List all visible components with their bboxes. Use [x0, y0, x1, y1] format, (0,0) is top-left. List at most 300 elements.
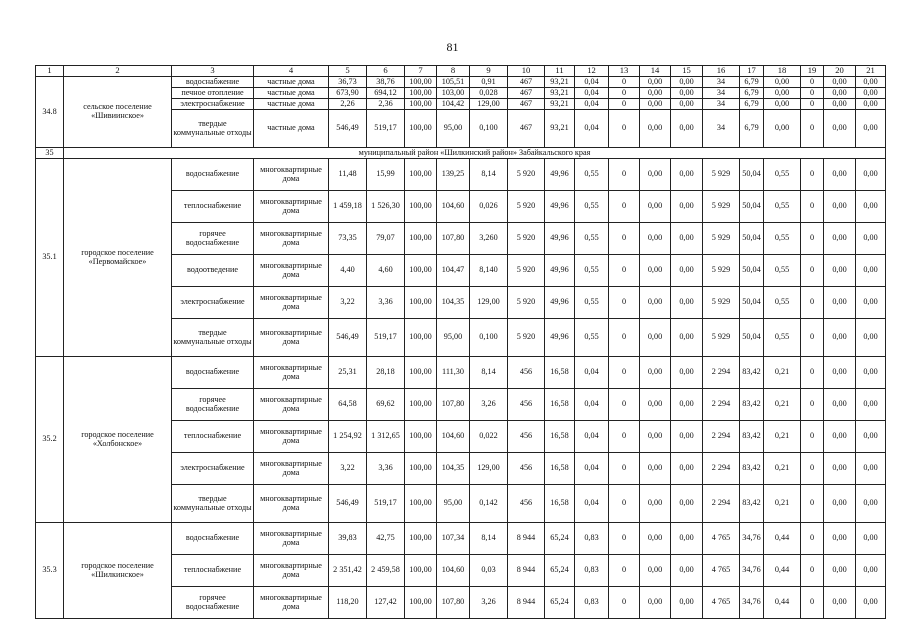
value-cell: 456: [508, 357, 545, 389]
value-cell: 0,04: [575, 357, 609, 389]
service-cell: теплоснабжение: [172, 421, 254, 453]
value-cell: 0,55: [764, 223, 801, 255]
value-cell: 0,00: [856, 453, 886, 485]
value-cell: 34,76: [740, 523, 764, 555]
value-cell: 0,21: [764, 357, 801, 389]
column-header: 9: [470, 66, 508, 77]
value-cell: 107,80: [437, 223, 470, 255]
value-cell: 0,00: [671, 255, 703, 287]
value-cell: 694,12: [367, 88, 405, 99]
column-header: 11: [545, 66, 575, 77]
value-cell: 83,42: [740, 421, 764, 453]
value-cell: 0,00: [856, 99, 886, 110]
value-cell: 5 920: [508, 255, 545, 287]
value-cell: 0,04: [575, 485, 609, 523]
housing-cell: многоквартирные дома: [254, 523, 329, 555]
value-cell: 100,00: [405, 319, 437, 357]
value-cell: 34,76: [740, 587, 764, 619]
value-cell: 519,17: [367, 485, 405, 523]
column-header: 8: [437, 66, 470, 77]
value-cell: 0,00: [824, 88, 856, 99]
housing-cell: многоквартирные дома: [254, 159, 329, 191]
value-cell: 0,04: [575, 110, 609, 148]
value-cell: 0,00: [764, 110, 801, 148]
value-cell: 0: [609, 77, 640, 88]
column-header: 10: [508, 66, 545, 77]
value-cell: 0,00: [671, 88, 703, 99]
value-cell: 95,00: [437, 110, 470, 148]
housing-cell: многоквартирные дома: [254, 357, 329, 389]
value-cell: 100,00: [405, 587, 437, 619]
value-cell: 3,22: [329, 287, 367, 319]
page-number: 81: [446, 40, 459, 54]
value-cell: 2 294: [703, 357, 740, 389]
value-cell: 0: [609, 287, 640, 319]
value-cell: 0: [801, 421, 824, 453]
value-cell: 0: [801, 587, 824, 619]
value-cell: 5 929: [703, 159, 740, 191]
value-cell: 0,00: [856, 319, 886, 357]
value-cell: 0,00: [640, 421, 671, 453]
value-cell: 467: [508, 77, 545, 88]
value-cell: 0,00: [856, 255, 886, 287]
value-cell: 0,00: [824, 485, 856, 523]
value-cell: 0,00: [824, 77, 856, 88]
value-cell: 0,00: [640, 99, 671, 110]
value-cell: 16,58: [545, 357, 575, 389]
column-header: 13: [609, 66, 640, 77]
value-cell: 0,55: [764, 191, 801, 223]
value-cell: 16,58: [545, 421, 575, 453]
value-cell: 8,14: [470, 357, 508, 389]
value-cell: 0: [609, 523, 640, 555]
value-cell: 0,00: [671, 287, 703, 319]
value-cell: 104,42: [437, 99, 470, 110]
value-cell: 0,00: [671, 319, 703, 357]
value-cell: 1 459,18: [329, 191, 367, 223]
value-cell: 34: [703, 110, 740, 148]
value-cell: 3,36: [367, 287, 405, 319]
housing-cell: многоквартирные дома: [254, 389, 329, 421]
service-cell: электроснабжение: [172, 99, 254, 110]
housing-cell: частные дома: [254, 110, 329, 148]
value-cell: 0,83: [575, 587, 609, 619]
value-cell: 50,04: [740, 255, 764, 287]
housing-cell: многоквартирные дома: [254, 453, 329, 485]
value-cell: 0,83: [575, 555, 609, 587]
value-cell: 0,00: [856, 159, 886, 191]
value-cell: 93,21: [545, 110, 575, 148]
value-cell: 0,21: [764, 389, 801, 421]
value-cell: 64,58: [329, 389, 367, 421]
value-cell: 467: [508, 99, 545, 110]
value-cell: 0,00: [856, 287, 886, 319]
value-cell: 4 765: [703, 587, 740, 619]
value-cell: 100,00: [405, 357, 437, 389]
value-cell: 0,00: [824, 191, 856, 223]
value-cell: 0,00: [671, 110, 703, 148]
value-cell: 0,100: [470, 110, 508, 148]
value-cell: 6,79: [740, 88, 764, 99]
value-cell: 0: [801, 453, 824, 485]
value-cell: 0,00: [824, 357, 856, 389]
value-cell: 0,00: [671, 357, 703, 389]
value-cell: 0,00: [856, 191, 886, 223]
value-cell: 4 765: [703, 555, 740, 587]
value-cell: 456: [508, 485, 545, 523]
value-cell: 65,24: [545, 555, 575, 587]
value-cell: 546,49: [329, 485, 367, 523]
value-cell: 42,75: [367, 523, 405, 555]
value-cell: 0,00: [824, 110, 856, 148]
value-cell: 36,73: [329, 77, 367, 88]
value-cell: 456: [508, 389, 545, 421]
section-title: муниципальный район «Шилкинский район» Забайкальского края: [64, 148, 886, 159]
value-cell: 50,04: [740, 223, 764, 255]
value-cell: 73,35: [329, 223, 367, 255]
column-header: 20: [824, 66, 856, 77]
housing-cell: многоквартирные дома: [254, 255, 329, 287]
value-cell: 519,17: [367, 110, 405, 148]
column-header: 14: [640, 66, 671, 77]
value-cell: 0,00: [671, 587, 703, 619]
value-cell: 0,21: [764, 421, 801, 453]
value-cell: 0,00: [856, 110, 886, 148]
service-cell: теплоснабжение: [172, 191, 254, 223]
value-cell: 83,42: [740, 485, 764, 523]
value-cell: 0: [801, 255, 824, 287]
value-cell: 0: [801, 88, 824, 99]
value-cell: 95,00: [437, 485, 470, 523]
value-cell: 107,80: [437, 389, 470, 421]
value-cell: 0,00: [640, 255, 671, 287]
value-cell: 1 254,92: [329, 421, 367, 453]
value-cell: 0,00: [640, 77, 671, 88]
service-cell: водоснабжение: [172, 77, 254, 88]
value-cell: 139,25: [437, 159, 470, 191]
value-cell: 11,48: [329, 159, 367, 191]
value-cell: 4,60: [367, 255, 405, 287]
value-cell: 93,21: [545, 99, 575, 110]
value-cell: 2 294: [703, 389, 740, 421]
value-cell: 0,00: [824, 587, 856, 619]
value-cell: 0: [609, 255, 640, 287]
value-cell: 0: [801, 159, 824, 191]
value-cell: 129,00: [470, 99, 508, 110]
value-cell: 0,00: [824, 523, 856, 555]
housing-cell: частные дома: [254, 77, 329, 88]
value-cell: 0: [801, 319, 824, 357]
value-cell: 0: [609, 223, 640, 255]
value-cell: 0: [609, 191, 640, 223]
value-cell: 0,00: [640, 88, 671, 99]
value-cell: 0,00: [640, 159, 671, 191]
section-code: 35: [36, 148, 64, 159]
value-cell: 83,42: [740, 453, 764, 485]
value-cell: 65,24: [545, 523, 575, 555]
value-cell: 49,96: [545, 159, 575, 191]
value-cell: 93,21: [545, 77, 575, 88]
value-cell: 5 929: [703, 255, 740, 287]
value-cell: 129,00: [470, 287, 508, 319]
value-cell: 34: [703, 88, 740, 99]
service-cell: твердые коммунальные отходы: [172, 485, 254, 523]
value-cell: 16,58: [545, 453, 575, 485]
value-cell: 0,00: [856, 587, 886, 619]
value-cell: 0,00: [671, 485, 703, 523]
value-cell: 100,00: [405, 223, 437, 255]
value-cell: 0,00: [671, 223, 703, 255]
value-cell: 0,00: [671, 99, 703, 110]
value-cell: 28,18: [367, 357, 405, 389]
value-cell: 104,60: [437, 421, 470, 453]
row-code: 34.8: [36, 77, 64, 148]
value-cell: 0,00: [764, 77, 801, 88]
value-cell: 0,00: [640, 389, 671, 421]
column-header: 16: [703, 66, 740, 77]
value-cell: 0,00: [640, 110, 671, 148]
service-cell: горячее водоснабжение: [172, 587, 254, 619]
value-cell: 5 920: [508, 319, 545, 357]
value-cell: 5 929: [703, 287, 740, 319]
value-cell: 39,83: [329, 523, 367, 555]
housing-cell: частные дома: [254, 99, 329, 110]
value-cell: 100,00: [405, 159, 437, 191]
value-cell: 0,00: [856, 523, 886, 555]
value-cell: 0,022: [470, 421, 508, 453]
value-cell: 129,00: [470, 453, 508, 485]
value-cell: 0: [609, 357, 640, 389]
value-cell: 0,55: [575, 223, 609, 255]
value-cell: 79,07: [367, 223, 405, 255]
value-cell: 0,026: [470, 191, 508, 223]
value-cell: 0,00: [671, 421, 703, 453]
value-cell: 0,91: [470, 77, 508, 88]
value-cell: 546,49: [329, 110, 367, 148]
value-cell: 0: [609, 587, 640, 619]
value-cell: 2 294: [703, 421, 740, 453]
row-code: 35.1: [36, 159, 64, 357]
value-cell: 0,00: [824, 453, 856, 485]
value-cell: 0,00: [640, 523, 671, 555]
value-cell: 5 920: [508, 191, 545, 223]
value-cell: 5 929: [703, 319, 740, 357]
value-cell: 104,35: [437, 287, 470, 319]
value-cell: 0: [801, 223, 824, 255]
value-cell: 5 929: [703, 223, 740, 255]
table-row: [36, 77, 886, 88]
value-cell: 0,00: [824, 555, 856, 587]
value-cell: 5 920: [508, 287, 545, 319]
service-cell: водоснабжение: [172, 159, 254, 191]
value-cell: 100,00: [405, 389, 437, 421]
value-cell: 467: [508, 88, 545, 99]
value-cell: 34: [703, 77, 740, 88]
value-cell: 0,00: [824, 287, 856, 319]
value-cell: 49,96: [545, 223, 575, 255]
service-cell: водоснабжение: [172, 357, 254, 389]
value-cell: 0,83: [575, 523, 609, 555]
housing-cell: многоквартирные дома: [254, 555, 329, 587]
value-cell: 0,55: [764, 287, 801, 319]
service-cell: горячее водоснабжение: [172, 223, 254, 255]
value-cell: 2 294: [703, 453, 740, 485]
value-cell: 100,00: [405, 191, 437, 223]
value-cell: 456: [508, 453, 545, 485]
value-cell: 0,00: [671, 191, 703, 223]
value-cell: 0: [609, 453, 640, 485]
housing-cell: многоквартирные дома: [254, 485, 329, 523]
value-cell: 0,04: [575, 453, 609, 485]
value-cell: 0,55: [575, 191, 609, 223]
value-cell: 16,58: [545, 485, 575, 523]
column-header: 18: [764, 66, 801, 77]
value-cell: 5 920: [508, 159, 545, 191]
value-cell: 0,00: [856, 357, 886, 389]
value-cell: 0,00: [671, 159, 703, 191]
value-cell: 118,20: [329, 587, 367, 619]
value-cell: 0,00: [856, 88, 886, 99]
value-cell: 5 929: [703, 191, 740, 223]
value-cell: 34,76: [740, 555, 764, 587]
value-cell: 50,04: [740, 319, 764, 357]
value-cell: 0,142: [470, 485, 508, 523]
value-cell: 0,00: [856, 555, 886, 587]
value-cell: 6,79: [740, 110, 764, 148]
column-header: 4: [254, 66, 329, 77]
housing-cell: частные дома: [254, 88, 329, 99]
value-cell: 0: [609, 555, 640, 587]
value-cell: 0,00: [671, 523, 703, 555]
housing-cell: многоквартирные дома: [254, 223, 329, 255]
value-cell: 0: [609, 99, 640, 110]
row-code: 35.3: [36, 523, 64, 619]
value-cell: 0: [801, 357, 824, 389]
value-cell: 49,96: [545, 255, 575, 287]
table-row: [36, 357, 886, 389]
value-cell: 0,55: [575, 319, 609, 357]
settlement-name: городское поселение «Холбонское»: [64, 357, 172, 523]
value-cell: 50,04: [740, 287, 764, 319]
value-cell: 0,00: [824, 159, 856, 191]
value-cell: 0,00: [671, 77, 703, 88]
value-cell: 0: [609, 88, 640, 99]
value-cell: 5 920: [508, 223, 545, 255]
value-cell: 0,00: [640, 555, 671, 587]
value-cell: 8 944: [508, 587, 545, 619]
value-cell: 0,04: [575, 421, 609, 453]
value-cell: 519,17: [367, 319, 405, 357]
value-cell: 83,42: [740, 389, 764, 421]
value-cell: 0,21: [764, 485, 801, 523]
value-cell: 0: [801, 485, 824, 523]
value-cell: 107,80: [437, 587, 470, 619]
value-cell: 3,26: [470, 389, 508, 421]
value-cell: 2,36: [367, 99, 405, 110]
column-header: 1: [36, 66, 64, 77]
value-cell: 0,44: [764, 523, 801, 555]
value-cell: 456: [508, 421, 545, 453]
value-cell: 100,00: [405, 88, 437, 99]
housing-cell: многоквартирные дома: [254, 319, 329, 357]
value-cell: 0,100: [470, 319, 508, 357]
value-cell: 0: [801, 110, 824, 148]
value-cell: 100,00: [405, 110, 437, 148]
value-cell: 4 765: [703, 523, 740, 555]
column-header: 19: [801, 66, 824, 77]
value-cell: 100,00: [405, 77, 437, 88]
value-cell: 69,62: [367, 389, 405, 421]
value-cell: 0,04: [575, 99, 609, 110]
value-cell: 100,00: [405, 421, 437, 453]
value-cell: 8 944: [508, 523, 545, 555]
value-cell: 0,00: [671, 389, 703, 421]
value-cell: 0,44: [764, 587, 801, 619]
row-code: 35.2: [36, 357, 64, 523]
value-cell: 103,00: [437, 88, 470, 99]
value-cell: 2,26: [329, 99, 367, 110]
value-cell: 100,00: [405, 99, 437, 110]
value-cell: 2 294: [703, 485, 740, 523]
value-cell: 127,42: [367, 587, 405, 619]
value-cell: 8,140: [470, 255, 508, 287]
value-cell: 8,14: [470, 523, 508, 555]
value-cell: 0: [801, 555, 824, 587]
service-cell: водоснабжение: [172, 523, 254, 555]
value-cell: 0,00: [671, 453, 703, 485]
value-cell: 111,30: [437, 357, 470, 389]
value-cell: 6,79: [740, 77, 764, 88]
value-cell: 546,49: [329, 319, 367, 357]
value-cell: 1 526,30: [367, 191, 405, 223]
value-cell: 104,60: [437, 555, 470, 587]
value-cell: 49,96: [545, 319, 575, 357]
value-cell: 0,00: [824, 255, 856, 287]
value-cell: 34: [703, 99, 740, 110]
column-header: 12: [575, 66, 609, 77]
section-row: [36, 148, 886, 159]
value-cell: 0,03: [470, 555, 508, 587]
value-cell: 100,00: [405, 453, 437, 485]
value-cell: 105,51: [437, 77, 470, 88]
value-cell: 0,00: [640, 191, 671, 223]
column-header: 21: [856, 66, 886, 77]
value-cell: 0,00: [640, 319, 671, 357]
value-cell: 95,00: [437, 319, 470, 357]
service-cell: твердые коммунальные отходы: [172, 110, 254, 148]
value-cell: 0,00: [856, 421, 886, 453]
value-cell: 104,47: [437, 255, 470, 287]
settlement-name: городское поселение «Первомайское»: [64, 159, 172, 357]
value-cell: 0,00: [764, 88, 801, 99]
value-cell: 16,58: [545, 389, 575, 421]
value-cell: 0: [609, 110, 640, 148]
value-cell: 83,42: [740, 357, 764, 389]
value-cell: 0: [801, 77, 824, 88]
value-cell: 0,00: [640, 587, 671, 619]
value-cell: 0: [801, 523, 824, 555]
value-cell: 65,24: [545, 587, 575, 619]
value-cell: 8 944: [508, 555, 545, 587]
value-cell: 8,14: [470, 159, 508, 191]
value-cell: 0: [801, 191, 824, 223]
value-cell: 49,96: [545, 287, 575, 319]
value-cell: 0,55: [575, 287, 609, 319]
value-cell: 100,00: [405, 287, 437, 319]
column-header: 6: [367, 66, 405, 77]
value-cell: 0,04: [575, 77, 609, 88]
value-cell: 0,00: [824, 421, 856, 453]
